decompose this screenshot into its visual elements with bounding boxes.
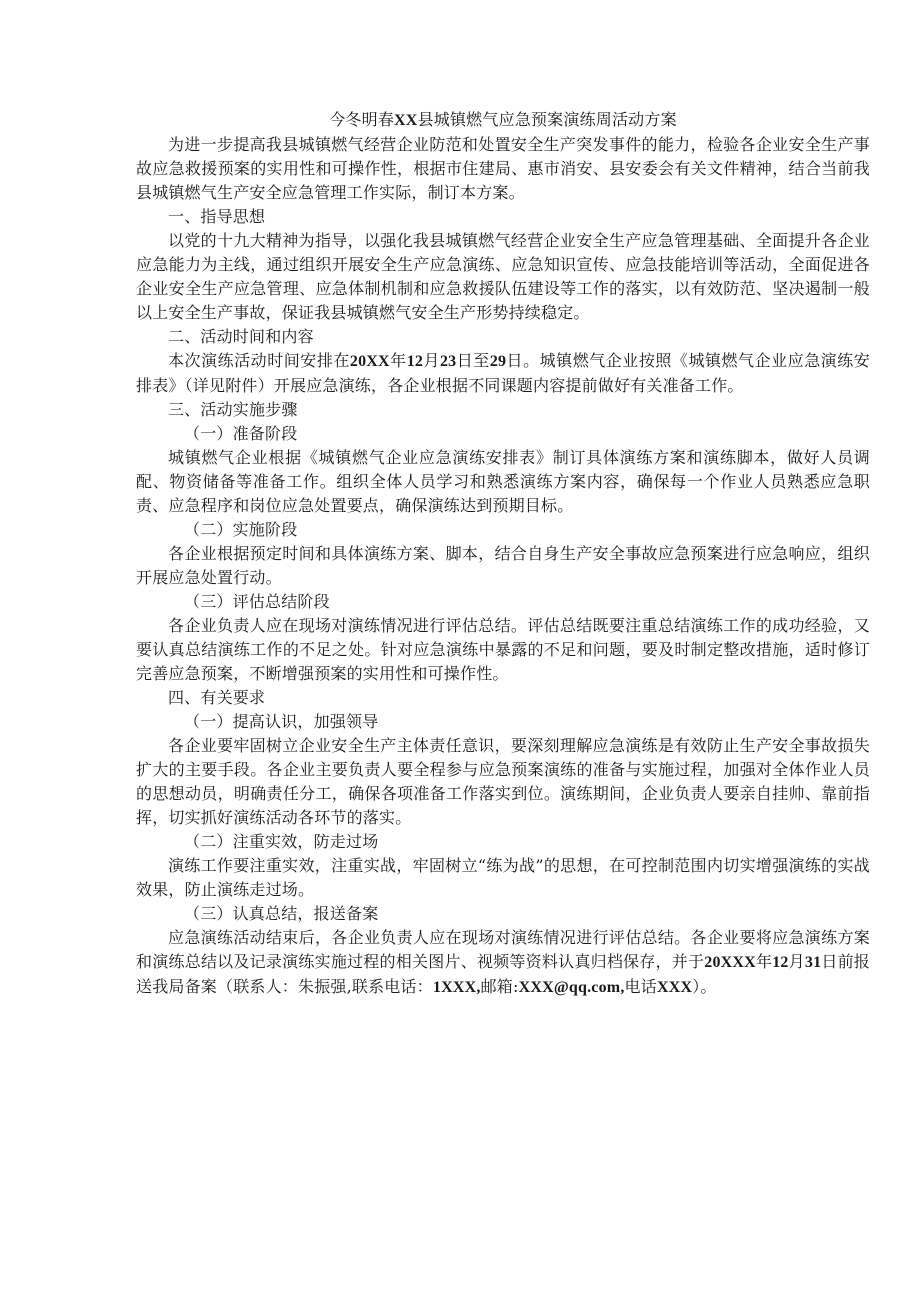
- document-title: 今冬明春XX县城镇燃气应急预案演练周活动方案: [329, 110, 677, 129]
- subsection-4-3-paragraph: 应急演练活动结束后，各企业负责人应在现场对演练情况进行评估总结。各企业要将应急演练方案和演练总结以及记录演练实施过程的相关图片、视频等资料认真归档保存，并于20XXX年12月31日前报送我局备案（联系人：朱振强,联系电话：1XXX,邮箱:XXX@qq.com,电话XXX）。: [136, 928, 871, 996]
- section-heading-1: 一、指导思想: [168, 207, 266, 226]
- subsection-heading-3-1: （一）准备阶段: [184, 424, 298, 443]
- subsection-4-2-paragraph: 演练工作要注重实效，注重实战，牢固树立“练为战”的思想，在可控制范围内切实增强演练的实战效果，防止演练走过场。: [136, 856, 870, 899]
- intro-paragraph: 为进一步提高我县城镇燃气经营企业防范和处置安全生产突发事件的能力，检验各企业安全生产事故应急救援预案的实用性和可操作性，根据市住建局、惠市消安、县安委会有关文件精神，结合当前我县城镇燃气生产安全应急管理工作实际，制订本方案。: [136, 135, 870, 202]
- subsection-heading-4-1: （一）提高认识，加强领导: [184, 712, 379, 731]
- subsection-heading-4-3: （三）认真总结，报送备案: [184, 904, 379, 923]
- section-heading-2: 二、活动时间和内容: [168, 327, 314, 346]
- subsection-3-3-paragraph: 各企业负责人应在现场对演练情况进行评估总结。评估总结既要注重总结演练工作的成功经验，又要认真总结演练工作的不足之处。针对应急演练中暴露的不足和问题，要及时制定整改措施，适时修订完善应急预案，不断增强预案的实用性和可操作性。: [136, 616, 870, 683]
- section-heading-4: 四、有关要求: [168, 688, 266, 707]
- document-body: [136, 108, 870, 1000]
- subsection-heading-4-2: （二）注重实效，防走过场: [184, 832, 379, 851]
- subsection-heading-3-3: （三）评估总结阶段: [184, 592, 330, 611]
- section-1-paragraph: 以党的十九大精神为指导，以强化我县城镇燃气经营企业安全生产应急管理基础、全面提升各企业应急能力为主线，通过组织开展安全生产应急演练、应急知识宣传、应急技能培训等活动，全面促进各企业安全生产应急管理、应急体制机制和应急救援队伍建设等工作的落实，以有效防范、坚决遏制一般以上安全生产事故，保证我县城镇燃气安全生产形势持续稳定。: [136, 231, 870, 322]
- subsection-3-1-paragraph: 城镇燃气企业根据《城镇燃气企业应急演练安排表》制订具体演练方案和演练脚本，做好人员调配、物资储备等准备工作。组织全体人员学习和熟悉演练方案内容，确保每一个作业人员熟悉应急职责、应急程序和岗位应急处置要点，确保演练达到预期目标。: [136, 448, 870, 515]
- subsection-4-1-paragraph: 各企业要牢固树立企业安全生产主体责任意识，要深刻理解应急演练是有效防止生产安全事故损失扩大的主要手段。各企业主要负责人要全程参与应急预案演练的准备与实施过程，加强对全体作业人员的思想动员，明确责任分工，确保各项准备工作落实到位。演练期间，企业负责人要亲自挂帅、靠前指挥，切实抓好演练活动各环节的落实。: [136, 736, 870, 827]
- subsection-3-2-paragraph: 各企业根据预定时间和具体演练方案、脚本，结合自身生产安全事故应急预案进行应急响应，组织开展应急处置行动。: [136, 544, 870, 587]
- subsection-heading-3-2: （二）实施阶段: [184, 520, 298, 539]
- section-heading-3: 三、活动实施步骤: [168, 400, 298, 419]
- section-2-paragraph: 本次演练活动时间安排在20XX年12月23日至29日。城镇燃气企业按照《城镇燃气企业应急演练安排表》（详见附件）开展应急演练，各企业根据不同课题内容提前做好有关准备工作。: [136, 351, 871, 395]
